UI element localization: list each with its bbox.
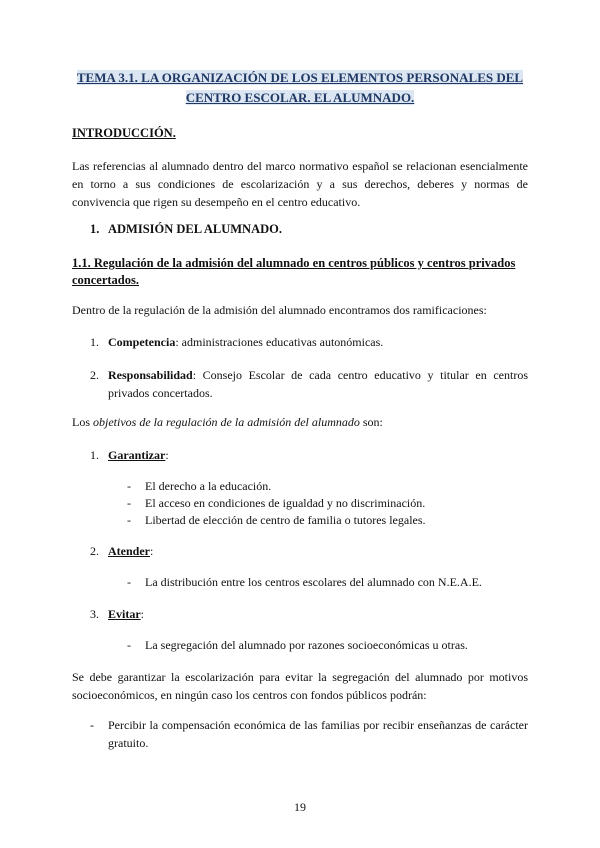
- subsection-line-1: 1.1. Regulación de la admisión del alumnado en centros públicos y centros privados: [72, 256, 516, 270]
- objective-number: 2.: [90, 544, 99, 558]
- bullet-dash: -: [127, 638, 131, 652]
- objective-subitem: El acceso en condiciones de igualdad y no discriminación.: [145, 496, 426, 510]
- objective-colon: :: [165, 448, 169, 462]
- bullet-dash: -: [127, 479, 131, 493]
- objective-subitem: El derecho a la educación.: [145, 479, 272, 493]
- list-item-number: 2.: [90, 368, 99, 382]
- list-item-number: 1.: [90, 335, 99, 349]
- list-item-text: : Consejo Escolar de cada centro educativo y titular en centros privados concertados.: [108, 368, 528, 400]
- list-item: [108, 333, 528, 351]
- objective-label: [108, 446, 169, 464]
- bullet-dash: -: [127, 513, 131, 527]
- bullet-dash: -: [90, 718, 94, 732]
- objectives-intro: [72, 413, 528, 431]
- objective-label: [108, 542, 153, 560]
- bullet-dash: -: [127, 575, 131, 589]
- final-list-item: Percibir la compensación económica de las familias por recibir enseñanzas de carácter gratuito.: [108, 718, 528, 750]
- objective-number: 3.: [90, 607, 99, 621]
- objective-label-text: Garantizar: [108, 448, 166, 462]
- bullet-dash: -: [127, 496, 131, 510]
- objectives-intro-post: son:: [359, 415, 383, 429]
- subsection-line-2: concertados.: [72, 273, 139, 287]
- page-number: 19: [294, 800, 306, 814]
- section-1-title: ADMISIÓN DEL ALUMNADO.: [108, 222, 282, 236]
- list-item-term: Responsabilidad: [108, 368, 193, 382]
- objective-subitem: Libertad de elección de centro de familia o tutores legales.: [145, 513, 426, 527]
- ramifications-intro: Dentro de la regulación de la admisión del alumnado encontramos dos ramificaciones:: [72, 303, 487, 317]
- list-item-term: Competencia: [108, 335, 176, 349]
- objective-colon: :: [140, 607, 145, 621]
- objective-colon: :: [150, 544, 154, 558]
- objectives-intro-pre: Los: [72, 415, 93, 429]
- list-item: [108, 366, 528, 402]
- subsection-heading: [72, 255, 528, 289]
- objective-subitem: La distribución entre los centros escolares del alumnado con N.E.A.E.: [145, 575, 482, 589]
- conclusion-paragraph: Se debe garantizar la escolarización para evitar la segregación del alumnado por motivos socioeconómicos, en ningún caso los centros con fondos públicos podrán:: [72, 670, 528, 702]
- intro-paragraph: Las referencias al alumnado dentro del marco normativo español se relacionan esencialmente en torno a sus condiciones de escolarización y a sus derechos, deberes y normas de convivencia que rigen su desempeño en el centro educativo.: [72, 159, 528, 209]
- section-1-number: 1.: [90, 222, 100, 236]
- objectives-intro-emphasis: objetivos de la regulación de la admisión del alumnado: [93, 415, 360, 429]
- title-line-1: TEMA 3.1. LA ORGANIZACIÓN DE LOS ELEMENTOS PERSONALES DEL: [76, 70, 524, 85]
- objective-label-text: Evitar: [108, 607, 141, 621]
- objective-subitem: La segregación del alumnado por razones socioeconómicas u otras.: [145, 638, 468, 652]
- objective-label-text: Atender: [108, 544, 150, 558]
- title-line-2: CENTRO ESCOLAR. EL ALUMNADO.: [185, 90, 415, 105]
- page-title: [60, 68, 540, 108]
- list-item-text: : administraciones educativas autonómicas.: [175, 335, 384, 349]
- objective-number: 1.: [90, 448, 99, 462]
- intro-heading: INTRODUCCIÓN.: [72, 126, 176, 140]
- objective-label: [108, 605, 144, 623]
